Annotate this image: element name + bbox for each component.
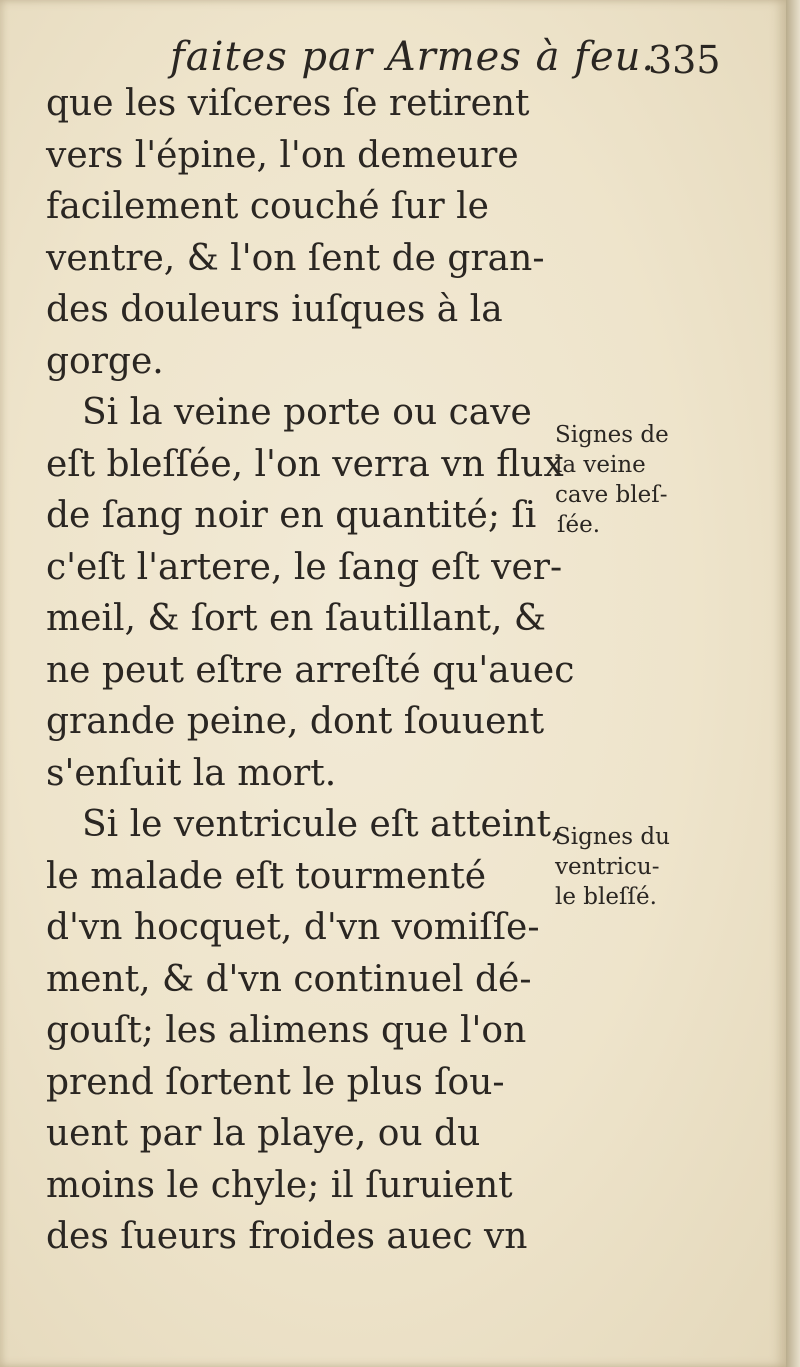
text-line: le malade eſt tourmenté bbox=[46, 855, 487, 897]
margin-note-line: cave bleſ- bbox=[555, 482, 668, 508]
text-line: que les viſceres ſe retirent bbox=[46, 83, 530, 124]
text-line: c'eſt l'artere, le ſang eſt ver- bbox=[46, 546, 563, 588]
text-line: meil, & ſort en ſautillant, & bbox=[46, 598, 546, 639]
text-line: gouſt; les alimens que l'on bbox=[46, 1010, 527, 1051]
margin-note-line: la veine bbox=[555, 452, 646, 478]
paragraph-start-line: Si la veine porte ou cave bbox=[82, 392, 532, 433]
text-line: gorge. bbox=[46, 340, 164, 382]
text-line: uent par la playe, ou du bbox=[46, 1113, 481, 1154]
text-line: ne peut eſtre arreſté qu'auec bbox=[46, 649, 575, 691]
text-line: prend ſortent le plus ſou- bbox=[46, 1061, 505, 1103]
paragraph-start-line: Si le ventricule eſt atteint, bbox=[82, 804, 563, 845]
text-line: grande peine, dont ſouuent bbox=[46, 701, 545, 742]
margin-note-line: Signes de bbox=[555, 422, 669, 448]
text-line: d'vn hocquet, d'vn vomiſſe- bbox=[46, 907, 540, 948]
margin-note-line: ſée. bbox=[557, 512, 601, 538]
margin-note-line: Signes du bbox=[555, 824, 670, 850]
margin-note-ventricule bbox=[555, 822, 705, 912]
text-line: des ſueurs froides auec vn bbox=[46, 1216, 528, 1257]
running-title: faites par Armes à feu. bbox=[170, 34, 656, 80]
text-line: vers l'épine, l'on demeure bbox=[46, 134, 519, 176]
text-line: eſt bleſſée, l'on verra vn flux bbox=[46, 443, 564, 485]
margin-note-line: ventricu- bbox=[555, 854, 660, 880]
text-line: des douleurs iuſques à la bbox=[46, 289, 503, 330]
margin-note-veine-cave bbox=[555, 420, 705, 540]
text-line: ment, & d'vn continuel dé- bbox=[46, 958, 532, 1000]
body-text bbox=[46, 78, 575, 1263]
text-line: de ſang noir en quantité; ſi bbox=[46, 495, 537, 536]
text-line: ventre, & l'on ſent de gran- bbox=[46, 237, 545, 279]
margin-note-line: le bleſſé. bbox=[555, 884, 657, 910]
text-line: s'enſuit la mort. bbox=[46, 752, 337, 794]
text-line: moins le chyle; il ſuruient bbox=[46, 1164, 513, 1206]
page-edge bbox=[786, 0, 800, 1367]
page-number: 335 bbox=[648, 38, 721, 82]
text-line: facilement couché ſur le bbox=[46, 186, 489, 227]
